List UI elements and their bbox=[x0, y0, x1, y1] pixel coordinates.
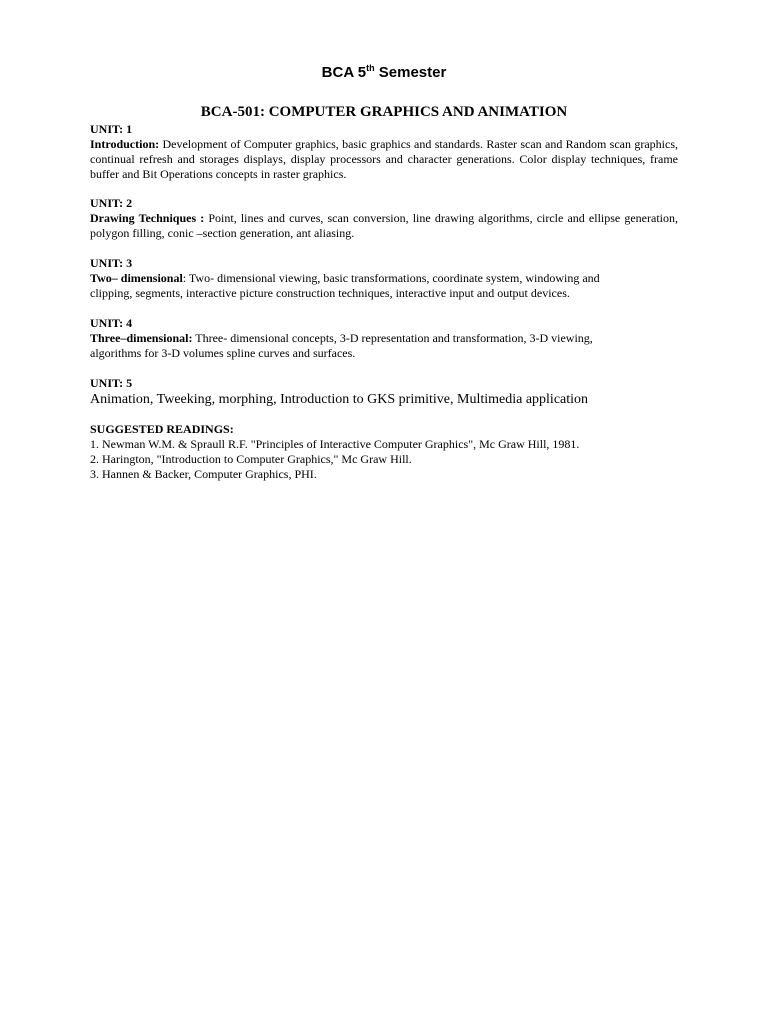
unit-4-topic: Three–dimensional: bbox=[90, 331, 193, 345]
unit-4-section bbox=[90, 316, 678, 361]
unit-1-text: Development of Computer graphics, basic graphics and standards. Raster scan and Random scan graphics, continual refresh and storages displays, display processors and character generations. Color display techniques, frame buffer and Bit Operations concepts in raster graphics. bbox=[90, 137, 678, 181]
unit-2-topic: Drawing Techniques : bbox=[90, 211, 205, 225]
unit-2-text: Point, lines and curves, scan conversion, line drawing algorithms, circle and ellipse generation, polygon filling, conic –section generation, ant aliasing. bbox=[90, 211, 678, 240]
unit-4-text-line1: Three- dimensional concepts, 3-D representation and transformation, 3-D viewing, bbox=[192, 331, 593, 345]
suggested-readings-section bbox=[90, 422, 678, 482]
unit-4-heading: UNIT: 4 bbox=[90, 316, 133, 330]
unit-3-text-line1: : Two- dimensional viewing, basic transformations, coordinate system, windowing and bbox=[182, 271, 600, 285]
unit-3-topic: Two– dimensional bbox=[90, 271, 183, 285]
course-title: BCA-501: COMPUTER GRAPHICS AND ANIMATION bbox=[200, 104, 568, 120]
unit-5-text: Animation, Tweeking, morphing, Introduction to GKS primitive, Multimedia application bbox=[90, 392, 589, 407]
unit-2-section bbox=[90, 196, 678, 241]
unit-2-body bbox=[90, 211, 678, 241]
unit-1-topic: Introduction: bbox=[90, 137, 160, 151]
unit-3-body bbox=[90, 271, 678, 301]
unit-3-heading: UNIT: 3 bbox=[90, 256, 133, 270]
unit-5-heading: UNIT: 5 bbox=[90, 376, 133, 390]
unit-4-text-line2: algorithms for 3-D volumes spline curves and surfaces. bbox=[90, 346, 356, 360]
unit-1-heading: UNIT: 1 bbox=[90, 122, 133, 136]
unit-3-text-line2: clipping, segments, interactive picture construction techniques, interactive input and output devices. bbox=[90, 286, 570, 300]
unit-1-body bbox=[90, 137, 678, 182]
reading-item-3: 3. Hannen & Backer, Computer Graphics, PHI. bbox=[90, 467, 317, 481]
unit-3-section bbox=[90, 256, 678, 301]
semester-title: BCA 5th Semester bbox=[321, 63, 447, 81]
unit-1-section bbox=[90, 122, 678, 182]
suggested-readings-heading: SUGGESTED READINGS: bbox=[90, 422, 234, 436]
reading-item-1: 1. Newman W.M. & Spraull R.F. "Principles of Interactive Computer Graphics", Mc Graw Hill, 1981. bbox=[90, 437, 580, 451]
reading-item-2: 2. Harington, "Introduction to Computer Graphics," Mc Graw Hill. bbox=[90, 452, 412, 466]
unit-2-heading: UNIT: 2 bbox=[90, 196, 133, 210]
unit-4-body bbox=[90, 331, 678, 361]
semester-superscript: th bbox=[366, 63, 375, 73]
unit-5-section bbox=[90, 376, 678, 408]
